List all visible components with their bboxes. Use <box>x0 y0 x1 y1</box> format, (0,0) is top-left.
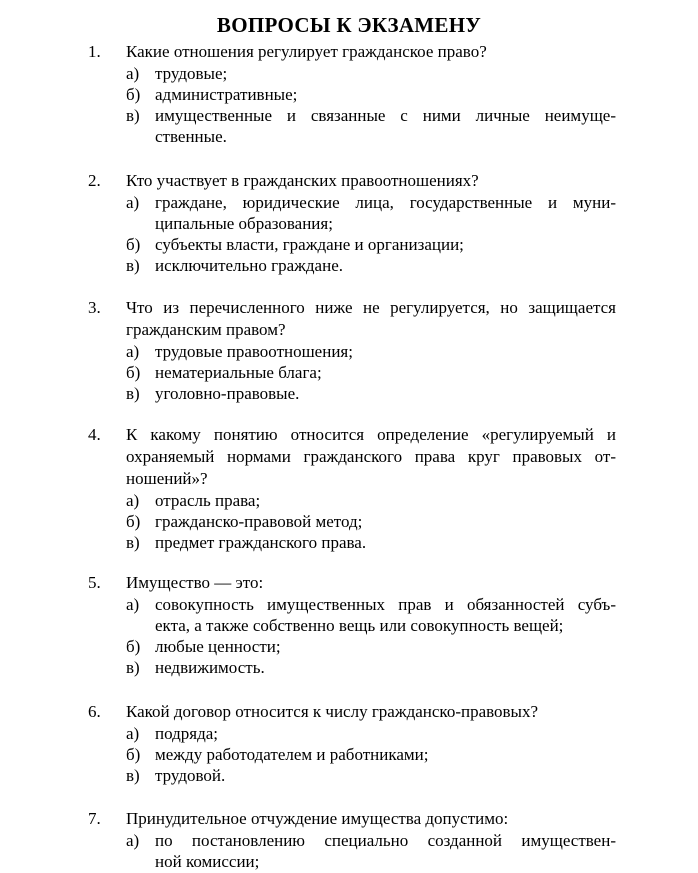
option-c <box>0 105 698 126</box>
question-1 <box>0 41 698 147</box>
option-text: нематериальные блага; <box>155 363 322 382</box>
option-a <box>0 63 698 84</box>
question-4 <box>0 424 698 553</box>
option-letter: а) <box>126 342 140 361</box>
option-letter: в) <box>126 256 140 275</box>
option-letter: б) <box>126 512 141 531</box>
option-text: исключительно граждане. <box>155 256 343 275</box>
option-text: подряда; <box>155 724 218 743</box>
option-letter: б) <box>126 363 141 382</box>
option-letter: а) <box>126 193 140 212</box>
option-b <box>0 511 698 532</box>
option-text: административные; <box>155 85 298 104</box>
question-text: Имущество — это: <box>126 573 264 592</box>
option-text-continued: ципальные образования; <box>155 214 333 233</box>
option-text: недвижимость. <box>155 658 265 677</box>
option-text: отрасль права; <box>155 491 261 510</box>
question-text: Какой договор относится к числу гражданско-правовых? <box>126 702 539 721</box>
question-text: Какие отношения регулирует гражданское право? <box>126 42 487 61</box>
question-7 <box>0 808 698 872</box>
option-c <box>0 383 698 404</box>
option-c <box>0 765 698 786</box>
option-text: между работодателем и работниками; <box>155 745 429 764</box>
option-b <box>0 744 698 765</box>
option-a <box>0 490 698 511</box>
option-c <box>0 255 698 276</box>
option-text: трудовые правоотношения; <box>155 342 353 361</box>
option-text-continued: ственные. <box>155 127 227 146</box>
option-a <box>0 594 698 615</box>
option-letter: б) <box>126 745 141 764</box>
option-text: гражданско-правовой метод; <box>155 512 363 531</box>
option-letter: б) <box>126 235 141 254</box>
option-text: граждане, юридические лица, государственные и муни- <box>155 193 616 212</box>
option-b <box>0 636 698 657</box>
question-text: К какому понятию относится определение «регулируемый и <box>126 425 616 444</box>
question-number: 7. <box>88 809 101 828</box>
question-text-continued: гражданским правом? <box>126 320 286 339</box>
option-letter: а) <box>126 595 140 614</box>
question-text: Что из перечисленного ниже не регулируется, но защищается <box>126 298 616 317</box>
option-letter: а) <box>126 491 140 510</box>
option-text: субъекты власти, граждане и организации; <box>155 235 464 254</box>
option-a <box>0 341 698 362</box>
question-text-continued: охраняемый нормами гражданского права круг правовых от- <box>126 447 616 466</box>
option-letter: а) <box>126 831 140 850</box>
page-title: ВОПРОСЫ К ЭКЗАМЕНУ <box>216 13 482 37</box>
option-text: любые ценности; <box>155 637 281 656</box>
question-3 <box>0 297 698 404</box>
option-a <box>0 723 698 744</box>
question-number: 3. <box>88 298 101 317</box>
question-number: 4. <box>88 425 101 444</box>
question-number: 2. <box>88 171 101 190</box>
question-6 <box>0 701 698 786</box>
option-text-continued: ной комиссии; <box>155 852 260 871</box>
option-letter: в) <box>126 766 140 785</box>
option-letter: в) <box>126 658 140 677</box>
question-number: 5. <box>88 573 101 592</box>
option-text: трудовые; <box>155 64 228 83</box>
option-letter: б) <box>126 637 141 656</box>
question-2 <box>0 170 698 276</box>
option-text: трудовой. <box>155 766 226 785</box>
option-text: предмет гражданского права. <box>155 533 367 552</box>
option-a <box>0 830 698 851</box>
option-c <box>0 532 698 553</box>
question-text-continued: ношений»? <box>126 469 208 488</box>
option-letter: б) <box>126 85 141 104</box>
question-text: Принудительное отчуждение имущества допустимо: <box>126 809 509 828</box>
option-text: имущественные и связанные с ними личные неимуще- <box>155 106 616 125</box>
question-number: 6. <box>88 702 101 721</box>
option-text: уголовно-правовые. <box>155 384 300 403</box>
option-letter: а) <box>126 64 140 83</box>
option-b <box>0 84 698 105</box>
option-letter: а) <box>126 724 140 743</box>
question-5 <box>0 572 698 678</box>
option-text-continued: екта, а также собственно вещь или совокупность вещей; <box>155 616 564 635</box>
option-letter: в) <box>126 384 140 403</box>
option-b <box>0 234 698 255</box>
option-letter: в) <box>126 106 140 125</box>
option-c <box>0 657 698 678</box>
option-text: по постановлению специально созданной имуществен- <box>155 831 616 850</box>
question-number: 1. <box>88 42 101 61</box>
option-letter: в) <box>126 533 140 552</box>
option-b <box>0 362 698 383</box>
option-text: совокупность имущественных прав и обязанностей субъ- <box>155 595 616 614</box>
question-text: Кто участвует в гражданских правоотношениях? <box>126 171 479 190</box>
option-a <box>0 192 698 213</box>
